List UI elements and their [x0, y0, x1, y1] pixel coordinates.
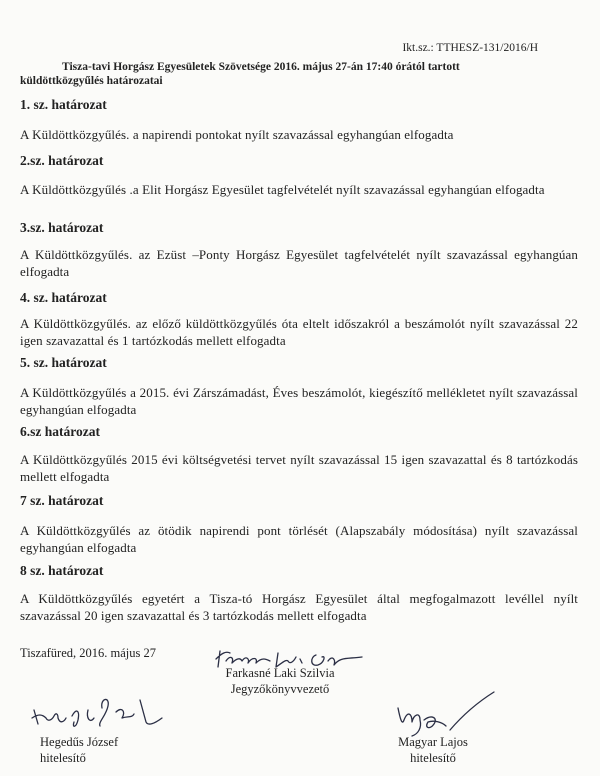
resolution-heading-5: 5. sz. határozat	[20, 355, 107, 370]
signatory-authenticator-1-role: hitelesítő	[40, 751, 86, 765]
resolution-text-7: A Küldöttközgyűlés az ötödik napirendi pont törlését (Alapszabály módosítása) nyílt szavazással egyhangúan elfogadta	[20, 523, 578, 555]
signatory-recorder-role: Jegyzőkönyvvezető	[230, 682, 330, 696]
resolution-text-8: A Küldöttközgyűlés egyetért a Tisza-tó Horgász Egyesület által megfogalmazott levéllel nyílt szavazással 20 igen szavazattal és 3 tartózkodás mellett elfogadta	[20, 591, 578, 623]
resolution-heading-8: 8 sz. határozat	[20, 563, 104, 578]
resolution-heading-6: 6.sz határozat	[20, 424, 100, 439]
resolution-heading-7: 7 sz. határozat	[20, 493, 104, 508]
resolution-text-6: A Küldöttközgyűlés 2015 évi költségvetési tervet nyílt szavazással 15 igen szavazattal és 8 tartózkodás mellett elfogadta	[20, 452, 578, 484]
resolution-text-5: A Küldöttközgyűlés a 2015. évi Zárszámadást, Éves beszámolót, kiegészítő mellékletet nyílt szavazással egyhangúan elfogadta	[20, 385, 578, 417]
resolution-text-2: A Küldöttközgyűlés .a Elit Horgász Egyesület tagfelvételét nyílt szavazással egyhangúan elfogadta	[20, 182, 545, 197]
resolution-text-4: A Küldöttközgyűlés. az előző küldöttközgyűlés óta eltelt időszakról a beszámolót nyílt szavazással 22 igen szavazattal és 1 tartózkodás mellett elfogadta	[20, 316, 578, 348]
resolution-text-3: A Küldöttközgyűlés. az Ezüst –Ponty Horgász Egyesület tagfelvételét nyílt szavazással egyhangúan elfogadta	[20, 247, 578, 279]
reference-number: Ikt.sz.: TTHESZ-131/2016/H	[402, 42, 538, 54]
resolution-heading-3: 3.sz. határozat	[20, 220, 104, 235]
signatory-authenticator-1-name: Hegedűs József	[40, 735, 119, 749]
place-date: Tiszafüred, 2016. május 27	[20, 646, 156, 660]
resolution-text-1: A Küldöttközgyűlés. a napirendi pontokat nyílt szavazással egyhangúan elfogadta	[20, 127, 454, 142]
resolution-heading-1: 1. sz. határozat	[20, 97, 107, 112]
signatory-authenticator-2-role: hitelesítő	[410, 751, 456, 765]
title-line-2: küldöttközgyűlés határozatai	[20, 75, 163, 87]
signatory-authenticator-1	[40, 734, 150, 766]
signature-authenticator-1	[28, 688, 168, 732]
resolution-heading-4: 4. sz. határozat	[20, 290, 107, 305]
signatory-authenticator-2	[378, 734, 488, 766]
title-line-1: Tisza-tavi Horgász Egyesületek Szövetsége 2016. május 27-án 17:40 órától tartott	[62, 61, 460, 73]
signatory-recorder-name: Farkasné Laki Szilvia	[225, 666, 335, 680]
resolution-heading-2: 2.sz. határozat	[20, 153, 104, 168]
document-title	[20, 60, 580, 88]
signatory-authenticator-2-name: Magyar Lajos	[398, 735, 468, 749]
signatory-recorder	[205, 665, 355, 697]
